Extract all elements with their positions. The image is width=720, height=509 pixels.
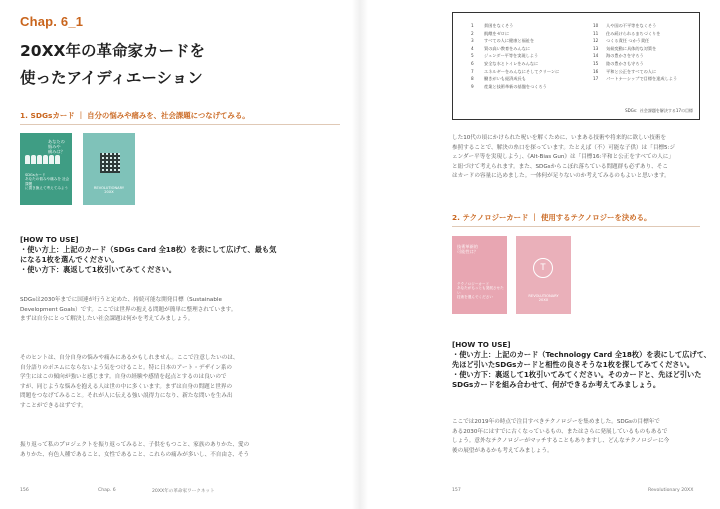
sdg-goal-text: つくる責任 つかう責任 (606, 38, 650, 44)
para-line: 学生にはこの傾向が強いと感じます。自身の経験や感情を起点とするのは良いので (20, 374, 227, 380)
sdg-goal-text: パートナーシップで目標を達成しよう (606, 76, 678, 82)
paragraph-curse (452, 134, 675, 182)
card-back-text (516, 294, 571, 303)
sdg-goal-number: 8 (471, 76, 474, 82)
goals-column-left (471, 23, 559, 91)
sdg-goal-item (593, 76, 677, 84)
para-line: ェンダー平等を実現しよう」、《Alt-Bias Gun》は「目標16:平和と公正をすべての人に」 (452, 154, 674, 160)
footer-running-title: 20XX年の革命家ワークネット (152, 489, 215, 494)
title-line-2: 使ったアイディエーション (20, 69, 203, 87)
sdg-goal-number: 17 (593, 76, 599, 82)
card-sub-line: あなたがもっとも発展させたい (457, 286, 504, 295)
card-title (48, 139, 65, 154)
sdg-goal-number: 6 (471, 60, 474, 66)
card-back-line: 20XX (538, 298, 549, 303)
para-line: ありかた、有色人種であること、女性であること、これらの痛みが多いし、不自由さ、そう (20, 451, 250, 458)
sdg-goal-text: 陸の豊かさも守ろう (606, 60, 644, 66)
howto-line: 先ほど引いたSDGsカードと相性の良さそうな1枚を探してみてください。 (452, 360, 694, 369)
page-title (20, 38, 205, 92)
card-sub-line: SDGsカード (25, 173, 46, 177)
paragraph-sdgs-intro (20, 296, 236, 325)
section-divider (452, 226, 700, 227)
para-line: ここでは2019年の時点で注目すべきテクノロジーを集めました。SDGsの目標年で (452, 419, 660, 425)
howto-line: SDGsカードを組み合わせて、何ができるか考えてみましょう。 (452, 380, 661, 389)
para-line: 問題をつなげてみること。それが人に伝える強い説得力になり、新たな問いを生み出 (20, 393, 233, 399)
book-gutter (352, 0, 368, 509)
card-back-line: REVOLUTIONARY (528, 294, 559, 298)
card-title-line: 痛みは？ (48, 149, 65, 154)
section-heading-technology: 2. テクノロジーカード ｜ 使用するテクノロジーを決める。 (452, 213, 652, 222)
sdg-goal-text: エネルギーをみんなにそしてクリーンに (484, 68, 560, 74)
card-title-line: あなたの (48, 139, 65, 144)
card-subtitle (25, 173, 72, 191)
sdg-goal-text: 平和と公正をすべての人に (606, 68, 657, 74)
goals-column-right (593, 23, 677, 84)
sdg-goal-text: 飢餓をゼロに (484, 30, 510, 36)
para-line: した10代の頃にかけられた呪いを解くために、いまある技術や将来的に欲しい技術を (452, 135, 667, 141)
card-sub-line: 技術を選んでください (457, 295, 493, 300)
how-to-use-technology (452, 340, 711, 390)
footer-running-title: Revolutionary 20XX (648, 488, 694, 493)
sdg-goal-text: 貧困をなくそう (484, 23, 514, 28)
sdgs-card-front (20, 133, 72, 205)
para-line: 参照することで、解決の糸口を探っています。たとえば（不）可能な子供）は「目標5:ジ (452, 144, 676, 151)
sdg-goal-item (471, 61, 559, 69)
sdg-goal-text: 海の豊かさを守ろう (606, 53, 644, 59)
sdg-goal-number: 16 (593, 68, 599, 74)
sdg-goal-item (471, 38, 559, 46)
sdg-goal-item (593, 23, 677, 31)
card-back-line: REVOLUTIONARY (93, 186, 125, 190)
sdg-goal-number: 2 (471, 30, 474, 36)
card-back-line: 20XX (104, 190, 114, 195)
people-illustration (25, 155, 60, 164)
sdg-goal-text: 安全な水とトイレをみんなに (484, 60, 539, 66)
sdg-goal-number: 11 (593, 30, 599, 36)
chapter-label: Chap. 6_1 (20, 14, 84, 29)
sdg-goal-text: 人や国の不平等をなくそう (606, 23, 657, 28)
right-page (360, 0, 720, 509)
para-line: 後の展望があるかも考えてみましょう。 (452, 447, 553, 454)
sdgs-card-back (83, 133, 135, 205)
para-line: と紐づけて考えられます。また、SDGsからこぼれ落ちている問題群も必ずあり、そこ (452, 163, 668, 170)
sdg-goal-number: 10 (593, 23, 599, 28)
para-line: 振り返って私のプロジェクトを振り返ってみると、子供をもつこと、家族のありかた、愛の (20, 442, 250, 448)
sdg-goal-text: すべての人に健康と福祉を (484, 38, 535, 44)
technology-card-back (516, 236, 571, 314)
card-title-line: 技術革新的 (457, 244, 478, 249)
page-number-left: 156 (20, 488, 29, 493)
paragraph-reflection (20, 441, 249, 460)
para-line: SDGsは2030年までに国連が行うと定めた、持続可能な開発目標（Sustainable (20, 297, 222, 303)
howto-line: になる1枚を選んでください。 (20, 255, 119, 264)
sdg-goal-item (593, 53, 677, 61)
sdg-goal-item (471, 76, 559, 84)
para-line: Development Goals）です。ここでは世界の抱える問題が簡単に整理されています。 (20, 306, 237, 313)
card-sub-line: に置き換えて考えてみよう (25, 186, 69, 191)
card-title-line: 悩みや (48, 144, 61, 149)
title-line-1: 20XX年の革命家カードを (20, 42, 205, 60)
card-sub-line: あなたの悩みや痛みを 社会課題 (25, 177, 70, 186)
sdg-goal-number: 9 (471, 83, 474, 89)
page-number-right: 157 (452, 488, 461, 493)
sdg-goal-item (471, 84, 559, 92)
technology-card-front (452, 236, 507, 314)
sdg-goal-number: 7 (471, 68, 474, 74)
paragraph-technology (452, 418, 669, 456)
howto-line: ・使い方上：上記のカード（SDGs Card 全18枚）を表にして広げて、最も気 (20, 245, 277, 254)
footer-chapter: Chap. 6 (98, 488, 116, 493)
sdg-goal-number: 13 (593, 45, 599, 51)
sdg-goal-number: 14 (593, 53, 599, 59)
para-line: まずは自分にとって解決したい社会課題は何かを考えてみましょう。 (20, 316, 194, 322)
sdg-goal-text: 気候変動に具体的な対策を (606, 45, 657, 51)
para-line: そのヒントは、自分自身の悩みや痛みにあるかもしれません。ここで注意したいのは、 (20, 355, 239, 361)
section-divider (20, 124, 340, 125)
sdg-goal-item (471, 23, 559, 31)
goals-caption: SDGs：社会課題を解決する17の目標 (625, 108, 693, 113)
how-to-use-sdgs (20, 235, 276, 275)
card-sub-line: テクノロジーカード (457, 282, 490, 286)
sdg-goal-number: 12 (593, 38, 599, 44)
para-line: はカードの容量に込めました。一体何が足りないのか考えてみるのもよいと思います。 (452, 173, 670, 179)
card-subtitle (457, 282, 507, 300)
sdg-goal-item (593, 38, 677, 46)
sdg-goal-number: 3 (471, 38, 474, 44)
paragraph-hint (20, 354, 239, 411)
sdg-goal-text: 働きがいも経済成長も (484, 76, 526, 82)
howto-line: ・使い方上：上記のカード（Technology Card 全18枚）を表にして広げて、 (452, 350, 711, 359)
para-line: 自分語りのポエムにならないよう気をつけること。特に日本のアート・デザイン系の (20, 364, 233, 371)
para-line: すが、同じような悩みを抱える人は世の中に多くいます。まずは自身の問題と世界の (20, 383, 233, 390)
para-line: すことができるはずです。 (20, 402, 87, 409)
sdg-goal-number: 15 (593, 60, 599, 66)
sdg-goal-text: 産業と技術革新の基盤をつくろう (484, 83, 547, 89)
section-heading-sdgs: 1. SDGsカード ｜ 自分の悩みや痛みを、社会課題につなげてみる。 (20, 111, 250, 120)
sdg-goal-number: 4 (471, 45, 474, 51)
para-line: ある2030年にはすでに古くなっているもの、またはさらに発展しているものもあるで (452, 428, 668, 435)
sdg-goal-number: 5 (471, 53, 474, 59)
qr-code-icon (100, 153, 120, 173)
card-back-text (83, 186, 135, 195)
sdg-goal-text: 質の高い教育をみんなに (484, 45, 531, 51)
howto-line: [HOW TO USE] (20, 235, 79, 244)
sdg-goal-item (593, 61, 677, 69)
card-title (457, 244, 478, 254)
howto-line: [HOW TO USE] (452, 340, 511, 349)
sdg-goal-text: ジェンダー平等を実現しよう (484, 53, 539, 59)
howto-line: ・使い方下：裏返して1枚引いてみてください。 (20, 265, 176, 274)
sdg-goal-number: 1 (471, 23, 474, 28)
sdg-goal-text: 住み続けられるまちづくりを (606, 30, 661, 36)
howto-line: ・使い方下：裏返して1枚引いてみてください。そのカードと、先ほど引いた (452, 370, 702, 379)
letter-t-icon: T (533, 258, 553, 278)
sdg-goal-item (471, 53, 559, 61)
sdgs-goals-box (452, 12, 700, 120)
para-line: しょう。意外なテクノロジーがマッチすることもありますし、どんなテクノロジーに今 (452, 438, 670, 444)
card-title-line: 可能性は？ (457, 249, 478, 254)
